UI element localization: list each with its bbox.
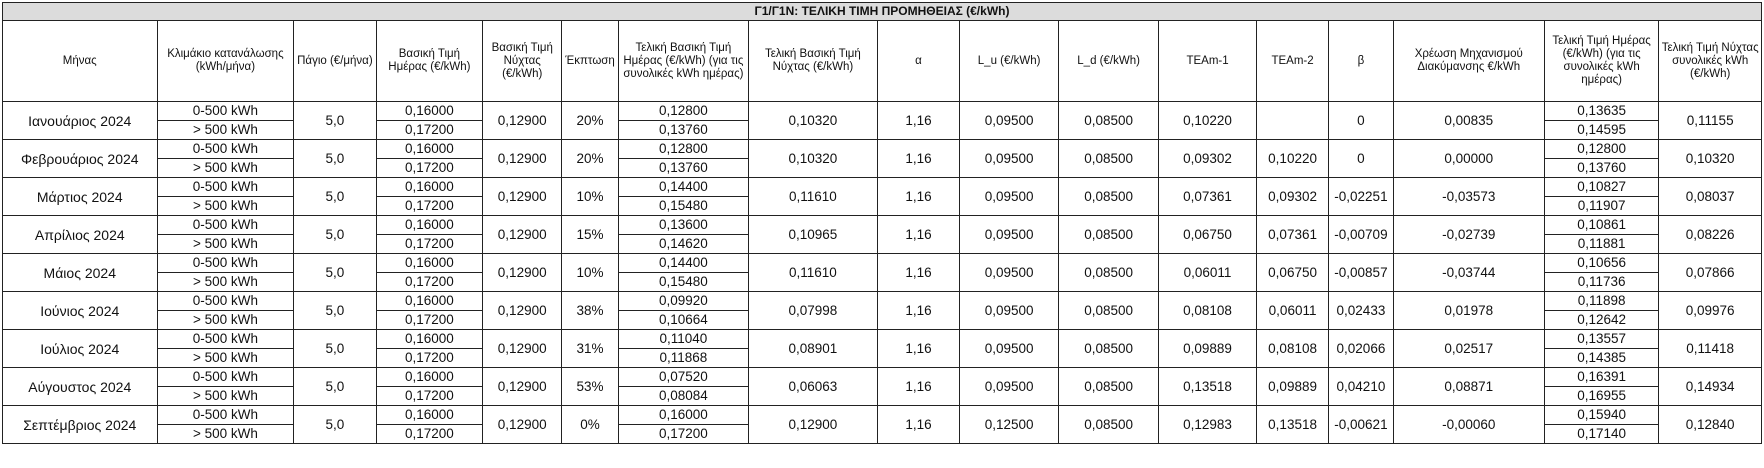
table-row xyxy=(3,292,1762,311)
month-cell: Ιούλιος 2024 xyxy=(3,330,158,368)
table-cell: 0 xyxy=(1329,102,1393,140)
table-cell: 0 xyxy=(1329,140,1393,178)
table-cell: 0,12900 xyxy=(483,102,562,140)
table-cell: 0,08226 xyxy=(1659,216,1762,254)
table-cell: 0,10320 xyxy=(1659,140,1762,178)
table-cell: 0,06063 xyxy=(748,368,877,406)
table-cell: 5,0 xyxy=(294,216,376,254)
table-cell: 1,16 xyxy=(877,292,959,330)
table-cell: 0,10320 xyxy=(748,140,877,178)
table-cell: 0,11898 xyxy=(1544,292,1659,311)
column-header: Κλιμάκιο κατανάλωσης (kWh/μήνα) xyxy=(157,21,294,102)
discount-cell: 20% xyxy=(562,102,619,140)
table-cell: 5,0 xyxy=(294,292,376,330)
table-cell: 0,13760 xyxy=(1544,159,1659,178)
table-cell: 0,16000 xyxy=(376,406,483,425)
discount-cell: 53% xyxy=(562,368,619,406)
table-cell: 0,06750 xyxy=(1256,254,1328,292)
table-cell: 0,01978 xyxy=(1393,292,1544,330)
table-cell: 0,16000 xyxy=(376,178,483,197)
table-cell: 1,16 xyxy=(877,254,959,292)
column-header: Τελική Βασική Τιμή Ημέρας (€/kWh) (για τις συνολικές kWh ημέρας) xyxy=(618,21,748,102)
table-cell: 0,12900 xyxy=(748,406,877,444)
month-cell: Μάρτιος 2024 xyxy=(3,178,158,216)
table-cell: 0,09976 xyxy=(1659,292,1762,330)
table-cell: 0,14385 xyxy=(1544,349,1659,368)
table-cell: 0,14400 xyxy=(618,178,748,197)
table-cell: 0,10320 xyxy=(748,102,877,140)
month-cell: Σεπτέμβριος 2024 xyxy=(3,406,158,444)
table-cell: 0,16000 xyxy=(376,140,483,159)
table-cell: 0,00835 xyxy=(1393,102,1544,140)
table-row xyxy=(3,102,1762,121)
table-cell: 1,16 xyxy=(877,102,959,140)
table-cell: 0,02433 xyxy=(1329,292,1393,330)
table-cell: 0,08871 xyxy=(1393,368,1544,406)
table-cell: 0,12900 xyxy=(483,292,562,330)
table-cell: 0,17200 xyxy=(376,121,483,140)
discount-cell: 20% xyxy=(562,140,619,178)
column-header: Βασική Τιμή Ημέρας (€/kWh) xyxy=(376,21,483,102)
table-cell: 0,09500 xyxy=(960,216,1059,254)
table-cell: 0,12840 xyxy=(1659,406,1762,444)
tier-cell: > 500 kWh xyxy=(157,425,294,444)
table-cell: 5,0 xyxy=(294,178,376,216)
discount-cell: 38% xyxy=(562,292,619,330)
table-cell: 0,14620 xyxy=(618,235,748,254)
table-cell: 0,09302 xyxy=(1159,140,1257,178)
table-cell: 0,09500 xyxy=(960,178,1059,216)
table-cell: 0,12900 xyxy=(483,368,562,406)
tier-cell: 0-500 kWh xyxy=(157,292,294,311)
table-cell: 0,11610 xyxy=(748,254,877,292)
table-cell: 0,07520 xyxy=(618,368,748,387)
table-cell: 0,10861 xyxy=(1544,216,1659,235)
month-cell: Απρίλιος 2024 xyxy=(3,216,158,254)
table-cell: 0,17200 xyxy=(376,425,483,444)
table-cell: 0,16000 xyxy=(376,102,483,121)
tier-cell: 0-500 kWh xyxy=(157,254,294,273)
column-header: Μήνας xyxy=(3,21,158,102)
table-cell: 0,08500 xyxy=(1059,140,1159,178)
table-cell: 0,13635 xyxy=(1544,102,1659,121)
table-cell: 0,12900 xyxy=(483,140,562,178)
table-cell: 0,12800 xyxy=(618,140,748,159)
table-cell: 0,11040 xyxy=(618,330,748,349)
table-cell: -0,00060 xyxy=(1393,406,1544,444)
column-header: Χρέωση Μηχανισμού Διακύμανσης €/kWh xyxy=(1393,21,1544,102)
table-cell: 0,17200 xyxy=(376,159,483,178)
table-cell: 0,11610 xyxy=(748,178,877,216)
table-cell: 0,08108 xyxy=(1159,292,1257,330)
table-cell: 0,09889 xyxy=(1159,330,1257,368)
tier-cell: 0-500 kWh xyxy=(157,178,294,197)
table-cell: 0,10664 xyxy=(618,311,748,330)
table-cell: 5,0 xyxy=(294,406,376,444)
table-row xyxy=(3,406,1762,425)
table-cell: 0,13518 xyxy=(1159,368,1257,406)
tier-cell: > 500 kWh xyxy=(157,349,294,368)
table-cell: 0,07361 xyxy=(1159,178,1257,216)
table-cell: 0,10827 xyxy=(1544,178,1659,197)
table-cell: 5,0 xyxy=(294,254,376,292)
table-row xyxy=(3,216,1762,235)
tier-cell: 0-500 kWh xyxy=(157,140,294,159)
table-cell: 0,12800 xyxy=(1544,140,1659,159)
column-header: L_u (€/kWh) xyxy=(960,21,1059,102)
table-cell: 1,16 xyxy=(877,178,959,216)
month-cell: Φεβρουάριος 2024 xyxy=(3,140,158,178)
table-cell: 0,13518 xyxy=(1256,406,1328,444)
column-header: β xyxy=(1329,21,1393,102)
tier-cell: > 500 kWh xyxy=(157,387,294,406)
discount-cell: 31% xyxy=(562,330,619,368)
table-row xyxy=(3,368,1762,387)
table-cell: 0,11868 xyxy=(618,349,748,368)
table-cell: 0,17200 xyxy=(376,387,483,406)
table-cell: 0,07998 xyxy=(748,292,877,330)
table-cell: 0,11736 xyxy=(1544,273,1659,292)
tier-cell: 0-500 kWh xyxy=(157,102,294,121)
table-cell: 0,02066 xyxy=(1329,330,1393,368)
table-cell: 0,15480 xyxy=(618,273,748,292)
table-cell: 1,16 xyxy=(877,406,959,444)
table-cell: 0,17140 xyxy=(1544,425,1659,444)
table-cell: 0,12900 xyxy=(483,254,562,292)
month-cell: Ιανουάριος 2024 xyxy=(3,102,158,140)
column-header: α xyxy=(877,21,959,102)
table-cell: 0,09500 xyxy=(960,292,1059,330)
table-cell: 5,0 xyxy=(294,102,376,140)
discount-cell: 10% xyxy=(562,178,619,216)
table-cell: 0,08108 xyxy=(1256,330,1328,368)
table-cell: 0,10965 xyxy=(748,216,877,254)
table-cell: 0,16000 xyxy=(376,330,483,349)
table-cell: 0,08500 xyxy=(1059,254,1159,292)
table-cell: 0,17200 xyxy=(376,235,483,254)
table-cell: 0,12900 xyxy=(483,330,562,368)
table-cell: 0,08500 xyxy=(1059,368,1159,406)
table-cell: -0,00857 xyxy=(1329,254,1393,292)
table-cell: 0,08037 xyxy=(1659,178,1762,216)
tier-cell: > 500 kWh xyxy=(157,273,294,292)
table-cell: -0,00709 xyxy=(1329,216,1393,254)
month-cell: Μάιος 2024 xyxy=(3,254,158,292)
tier-cell: > 500 kWh xyxy=(157,121,294,140)
table-cell: 0,14595 xyxy=(1544,121,1659,140)
table-cell: 0,11907 xyxy=(1544,197,1659,216)
table-cell: 0,10220 xyxy=(1159,102,1257,140)
discount-cell: 15% xyxy=(562,216,619,254)
table-cell: 0,16391 xyxy=(1544,368,1659,387)
tier-cell: 0-500 kWh xyxy=(157,368,294,387)
table-row xyxy=(3,140,1762,159)
table-cell: 0,13600 xyxy=(618,216,748,235)
table-cell: 1,16 xyxy=(877,330,959,368)
table-cell: 0,06011 xyxy=(1256,292,1328,330)
table-cell: 0,08500 xyxy=(1059,178,1159,216)
column-header: TEAm-2 xyxy=(1256,21,1328,102)
column-header: Τελική Βασική Τιμή Νύχτας (€/kWh) xyxy=(748,21,877,102)
table-cell: 0,08084 xyxy=(618,387,748,406)
table-cell: 0,09500 xyxy=(960,330,1059,368)
table-cell: 0,07866 xyxy=(1659,254,1762,292)
table-cell: 1,16 xyxy=(877,140,959,178)
tier-cell: 0-500 kWh xyxy=(157,330,294,349)
table-cell: 0,16955 xyxy=(1544,387,1659,406)
table-cell: 0,17200 xyxy=(618,425,748,444)
table-cell: 0,12900 xyxy=(483,406,562,444)
tier-cell: > 500 kWh xyxy=(157,235,294,254)
column-header: Έκπτωση xyxy=(562,21,619,102)
table-cell: 0,17200 xyxy=(376,311,483,330)
tier-cell: 0-500 kWh xyxy=(157,406,294,425)
table-cell: 0,14400 xyxy=(618,254,748,273)
tier-cell: > 500 kWh xyxy=(157,159,294,178)
table-cell: 0,09500 xyxy=(960,254,1059,292)
table-cell: 0,16000 xyxy=(376,254,483,273)
table-cell: -0,02739 xyxy=(1393,216,1544,254)
table-cell: -0,02251 xyxy=(1329,178,1393,216)
table-row xyxy=(3,178,1762,197)
table-cell: 0,09500 xyxy=(960,140,1059,178)
table-cell: -0,03744 xyxy=(1393,254,1544,292)
tier-cell: > 500 kWh xyxy=(157,197,294,216)
month-cell: Αύγουστος 2024 xyxy=(3,368,158,406)
table-cell: 0,09500 xyxy=(960,102,1059,140)
table-cell: 0,13557 xyxy=(1544,330,1659,349)
table-cell: 0,07361 xyxy=(1256,216,1328,254)
column-header: Πάγιο (€/μήνα) xyxy=(294,21,376,102)
table-cell: 0,15480 xyxy=(618,197,748,216)
table-cell: 0,13760 xyxy=(618,159,748,178)
table-cell: 0,09500 xyxy=(960,368,1059,406)
table-cell: 0,12900 xyxy=(483,178,562,216)
table-cell: 0,12800 xyxy=(618,102,748,121)
table-cell: 0,11155 xyxy=(1659,102,1762,140)
table-cell: 0,08500 xyxy=(1059,102,1159,140)
table-cell: 1,16 xyxy=(877,216,959,254)
table-cell: 0,06750 xyxy=(1159,216,1257,254)
table-cell xyxy=(1256,102,1328,140)
table-cell: 0,09889 xyxy=(1256,368,1328,406)
tariff-table xyxy=(2,2,1762,444)
table-cell: 0,14934 xyxy=(1659,368,1762,406)
column-header: Βασική Τιμή Νύχτας (€/kWh) xyxy=(483,21,562,102)
table-cell: 0,08901 xyxy=(748,330,877,368)
month-cell: Ιούνιος 2024 xyxy=(3,292,158,330)
column-header: Τελική Τιμή Ημέρας (€/kWh) (για τις συνολικές kWh ημέρας) xyxy=(1544,21,1659,102)
table-cell: 0,09920 xyxy=(618,292,748,311)
table-cell: 0,13760 xyxy=(618,121,748,140)
table-cell: 0,16000 xyxy=(376,216,483,235)
column-header: L_d (€/kWh) xyxy=(1059,21,1159,102)
table-cell: 0,02517 xyxy=(1393,330,1544,368)
table-cell: 0,04210 xyxy=(1329,368,1393,406)
table-cell: 0,10656 xyxy=(1544,254,1659,273)
table-cell: 0,12900 xyxy=(483,216,562,254)
table-cell: 0,17200 xyxy=(376,197,483,216)
table-cell: 0,15940 xyxy=(1544,406,1659,425)
table-cell: 0,16000 xyxy=(376,292,483,311)
table-cell: 0,17200 xyxy=(376,273,483,292)
table-cell: 0,08500 xyxy=(1059,406,1159,444)
table-cell: 5,0 xyxy=(294,140,376,178)
table-cell: -0,00621 xyxy=(1329,406,1393,444)
table-cell: 0,12983 xyxy=(1159,406,1257,444)
table-cell: 0,16000 xyxy=(376,368,483,387)
table-cell: 0,08500 xyxy=(1059,330,1159,368)
table-cell: 0,12642 xyxy=(1544,311,1659,330)
table-cell: 0,17200 xyxy=(376,349,483,368)
table-cell: 5,0 xyxy=(294,330,376,368)
tier-cell: 0-500 kWh xyxy=(157,216,294,235)
table-cell: 0,09302 xyxy=(1256,178,1328,216)
table-cell: 0,00000 xyxy=(1393,140,1544,178)
table-cell: 5,0 xyxy=(294,368,376,406)
tier-cell: > 500 kWh xyxy=(157,311,294,330)
table-row xyxy=(3,254,1762,273)
table-title: Γ1/Γ1Ν: ΤΕΛΙΚΗ ΤΙΜΗ ΠΡΟΜΗΘΕΙΑΣ (€/kWh) xyxy=(3,3,1762,21)
table-cell: 0,16000 xyxy=(618,406,748,425)
table-cell: 0,08500 xyxy=(1059,216,1159,254)
column-header: TEAm-1 xyxy=(1159,21,1257,102)
table-cell: 0,11881 xyxy=(1544,235,1659,254)
table-cell: 1,16 xyxy=(877,368,959,406)
table-cell: 0,10220 xyxy=(1256,140,1328,178)
table-cell: 0,08500 xyxy=(1059,292,1159,330)
table-cell: 0,06011 xyxy=(1159,254,1257,292)
column-header: Τελική Τιμή Νύχτας συνολικές kWh (€/kWh) xyxy=(1659,21,1762,102)
discount-cell: 0% xyxy=(562,406,619,444)
table-cell: -0,03573 xyxy=(1393,178,1544,216)
table-row xyxy=(3,330,1762,349)
discount-cell: 10% xyxy=(562,254,619,292)
table-cell: 0,12500 xyxy=(960,406,1059,444)
table-cell: 0,11418 xyxy=(1659,330,1762,368)
